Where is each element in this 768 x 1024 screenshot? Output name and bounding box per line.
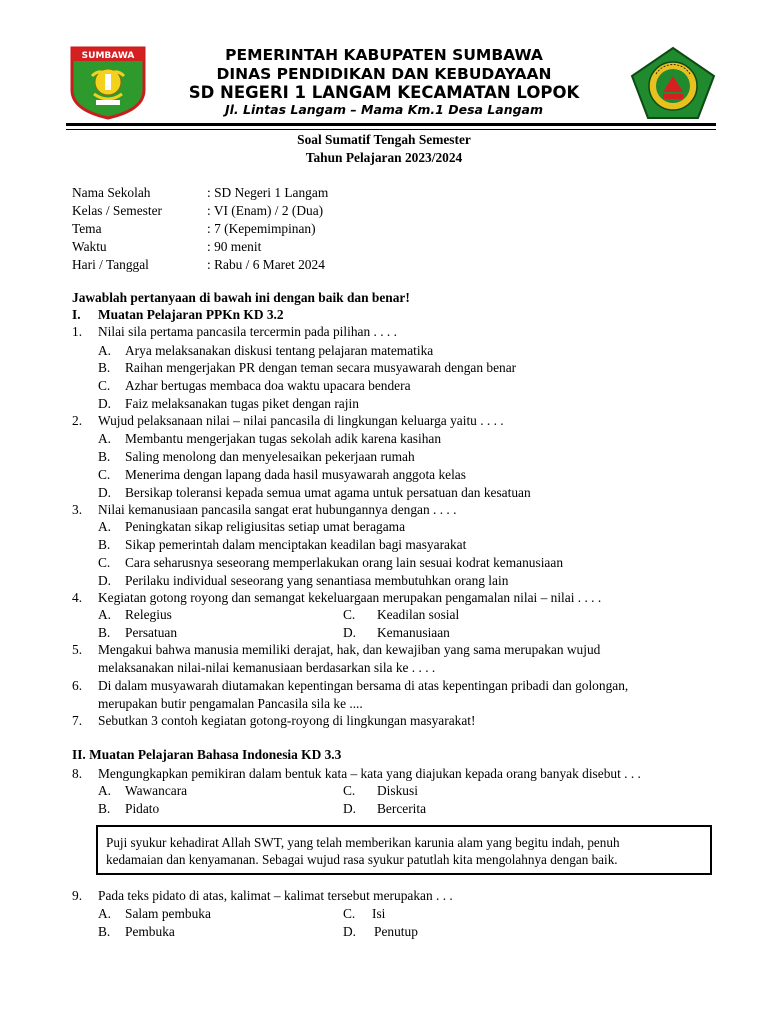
question-text: Nilai kemanusiaan pancasila sangat erat hubungannya dengan . . . . [98,502,457,517]
option-text: Persatuan [125,625,178,640]
question-number: 1. [72,324,83,339]
option-letter: A. [98,519,112,534]
info-value: : SD Negeri 1 Langam [207,185,329,200]
letterhead-divider [66,123,716,130]
option-text: Salam pembuka [125,906,211,921]
option-letter: D. [98,396,112,411]
header-government: PEMERINTAH KABUPATEN SUMBAWA [225,46,543,64]
option-letter: B. [98,537,111,552]
academic-year: Tahun Pelajaran 2023/2024 [305,150,463,165]
section-number: I. [72,307,81,322]
info-value: : Rabu / 6 Maret 2024 [207,257,325,272]
question-text: Di dalam musyawarah diutamakan kepentingan bersama di atas kepentingan pribadi dan golongan, [98,678,629,693]
option-letter: B. [98,625,111,640]
info-value: : VI (Enam) / 2 (Dua) [207,203,324,218]
info-label: Tema [72,221,102,236]
question-text-continued: merupakan butir pengamalan Pancasila sila ke .... [98,696,363,711]
option-text: Raihan mengerjakan PR dengan teman secara musyawarah dengan benar [125,360,517,375]
question-number: 3. [72,502,83,517]
option-text: Pidato [125,801,160,816]
option-letter: C. [343,607,356,622]
option-text: Faiz melaksanakan tugas piket dengan rajin [125,396,359,411]
option-text: Peningkatan sikap religiusitas setiap umat beragama [125,519,406,534]
option-text: Membantu mengerjakan tugas sekolah adik karena kasihan [125,431,442,446]
option-text: Cara seharusnya seseorang memperlakukan orang lain sesuai kodrat kemanusiaan [125,555,564,570]
question-text: Sebutkan 3 contoh kegiatan gotong-royong di lingkungan masyarakat! [98,713,476,728]
option-letter: A. [98,783,112,798]
option-letter: A. [98,431,112,446]
option-text: Diskusi [377,783,418,798]
question-number: 6. [72,678,83,693]
exam-title: Soal Sumatif Tengah Semester [297,132,471,147]
option-letter: D. [98,573,112,588]
question-number: 2. [72,413,83,428]
option-letter: A. [98,607,112,622]
header-school-name: SD NEGERI 1 LANGAM KECAMATAN LOPOK [188,83,580,102]
question-text: Kegiatan gotong royong dan semangat kekeluargaan merupakan pengamalan nilai – nilai . . . . [98,590,602,605]
option-letter: D. [98,485,112,500]
option-letter: D. [343,625,357,640]
instruction: Jawablah pertanyaan di bawah ini dengan baik dan benar! [72,290,410,305]
option-letter: C. [98,378,111,393]
option-text: Saling menolong dan menyelesaikan pekerjaan rumah [125,449,415,464]
svg-text:SUMBAWA: SUMBAWA [81,51,135,61]
option-text: Bersikap toleransi kepada semua umat agama untuk persatuan dan kesatuan [125,485,531,500]
school-logo [630,46,716,120]
option-text: Arya melaksanakan diskusi tentang pelajaran matematika [125,343,434,358]
speech-text-line: kedamaian dan kenyamanan. Sebagai wujud rasa syukur patutlah kita mengolahnya dengan baik. [106,852,618,867]
option-letter: B. [98,449,111,464]
option-text: Keadilan sosial [377,607,460,622]
header-department: DINAS PENDIDIKAN DAN KEBUDAYAAN [216,65,552,83]
option-text: Kemanusiaan [377,625,450,640]
option-text: Wawancara [125,783,188,798]
question-number: 4. [72,590,83,605]
question-text: Mengungkapkan pemikiran dalam bentuk kata – kata yang diajukan kepada orang banyak disebut . . . [98,766,641,781]
question-number: 7. [72,713,83,728]
sumbawa-regency-logo [70,46,146,120]
option-text: Menerima dengan lapang dada hasil musyawarah anggota kelas [125,467,466,482]
info-label: Nama Sekolah [72,185,151,200]
question-text-continued: melaksanakan nilai-nilai kemanusiaan berdasarkan sila ke . . . . [98,660,436,675]
info-value: : 7 (Kepemimpinan) [207,221,316,236]
question-text: Wujud pelaksanaan nilai – nilai pancasila di lingkungan keluarga yaitu . . . . [98,413,504,428]
section-title: Muatan Pelajaran PPKn KD 3.2 [98,307,284,322]
option-letter: B. [98,924,111,939]
option-text: Pembuka [125,924,175,939]
option-text: Relegius [125,607,172,622]
question-number: 8. [72,766,83,781]
info-label: Waktu [72,239,107,254]
question-number: 9. [72,888,83,903]
question-number: 5. [72,642,83,657]
question-text: Mengakui bahwa manusia memiliki derajat, hak, dan kewajiban yang sama merupakan wujud [98,642,601,657]
question-text: Pada teks pidato di atas, kalimat – kalimat tersebut merupakan . . . [98,888,453,903]
info-label: Kelas / Semester [72,203,162,218]
question-text: Nilai sila pertama pancasila tercermin pada pilihan . . . . [98,324,397,339]
info-label: Hari / Tanggal [72,257,149,272]
option-text: Penutup [374,924,418,939]
option-text: Isi [372,906,386,921]
option-text: Bercerita [377,801,427,816]
option-text: Azhar bertugas membaca doa waktu upacara bendera [125,378,411,393]
option-letter: C. [343,906,356,921]
option-text: Sikap pemerintah dalam menciptakan keadilan bagi masyarakat [125,537,467,552]
option-letter: A. [98,906,112,921]
option-letter: B. [98,360,111,375]
option-letter: C. [343,783,356,798]
option-letter: D. [343,801,357,816]
section-title: II. Muatan Pelajaran Bahasa Indonesia KD 3.3 [72,747,342,762]
option-letter: D. [343,924,357,939]
header-address: Jl. Lintas Langam – Mama Km.1 Desa Langam [224,102,544,117]
option-letter: C. [98,555,111,570]
option-text: Perilaku individual seseorang yang senantiasa membutuhkan orang lain [125,573,509,588]
option-letter: A. [98,343,112,358]
info-value: : 90 menit [207,239,262,254]
option-letter: C. [98,467,111,482]
speech-text-line: Puji syukur kehadirat Allah SWT, yang telah memberikan karunia alam yang begitu indah, penuh [106,835,620,850]
option-letter: B. [98,801,111,816]
